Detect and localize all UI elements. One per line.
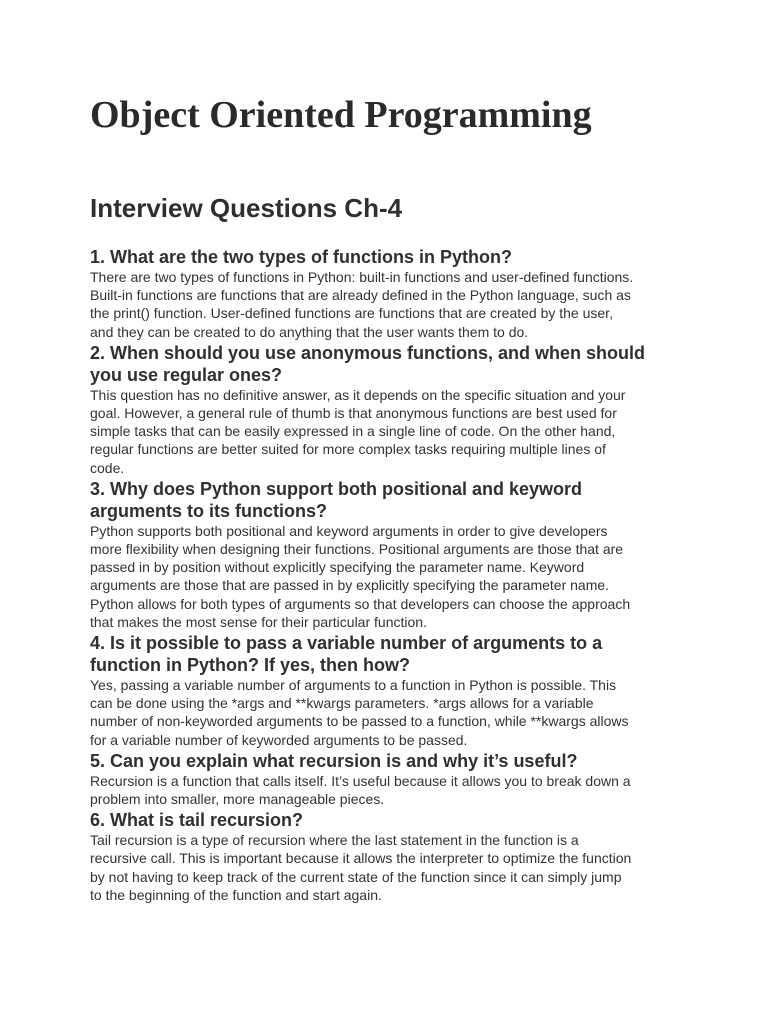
question-4 [90,632,690,676]
answer-line: for a variable number of keyworded arguments to be passed. [90,731,468,748]
answer-line: arguments are those that are passed in by explicitly specifying the parameter name. [90,577,610,594]
answer-line: Python supports both positional and keyword arguments in order to give developers [90,522,608,539]
answer-line: number of non-keyworded arguments to be passed to a function, while **kwargs allows [90,713,629,730]
qa-item-3 [90,478,690,631]
answer-line: to the beginning of the function and start again. [90,886,382,903]
question-1: 1. What are the two types of functions in Python? [90,247,513,267]
answer-line: problem into smaller, more manageable pieces. [90,791,385,808]
answer-line: Python allows for both types of arguments so that developers can choose the approach [90,595,631,612]
answer-line: Tail recursion is a type of recursion where the last statement in the function is a [90,832,579,849]
question-line: 3. Why does Python support both positional and keyword [90,478,583,499]
answer-line: Recursion is a function that calls itself. It’s useful because it allows you to break down a [90,772,631,789]
answer-line: passed in by position without explicitly specifying the parameter name. Keyword [90,559,585,576]
answer-line: goal. However, a general rule of thumb is that anonymous functions are best used for [90,405,617,422]
answer-line: regular functions are better suited for more complex tasks requiring multiple lines of [90,441,606,458]
answer-line: Yes, passing a variable number of arguments to a function in Python is possible. This [90,677,617,694]
document-title: Object Oriented Programming [90,94,592,136]
answer-line: There are two types of functions in Python: built-in functions and user-defined functions. [90,269,634,285]
answer-line: more flexibility when designing their functions. Positional arguments are those that are [90,541,624,558]
question-2 [90,342,690,386]
answer-line: can be done using the *args and **kwargs parameters. *args allows for a variable [90,695,594,712]
answer-line: This question has no definitive answer, as it depends on the specific situation and your [90,386,626,403]
question-line: 2. When should you use anonymous functions, and when should [90,342,646,363]
answer-6 [90,831,690,904]
question-5: 5. Can you explain what recursion is and why it’s useful? [90,750,578,771]
answer-line: that makes the most sense for their particular function. [90,613,427,630]
qa-item-4 [90,632,690,749]
qa-item-1 [90,246,690,341]
answer-3 [90,522,690,631]
question-line: you use regular ones? [90,364,283,385]
answer-2 [90,386,690,477]
answer-line: code. [90,459,125,476]
answer-line: the print() function. User-defined functions are functions that are created by the user, [90,305,613,322]
answer-5 [90,772,690,808]
question-line: function in Python? If yes, then how? [90,655,410,676]
answer-1 [90,268,690,341]
question-answer-list [90,246,690,905]
answer-4 [90,676,690,749]
answer-line: Built-in functions are functions that are already defined in the Python language, such as [90,287,631,304]
qa-item-2 [90,342,690,477]
qa-item-5 [90,750,690,808]
qa-item-6 [90,809,690,904]
answer-line: recursive call. This is important because it allows the interpreter to optimize the function [90,850,632,867]
answer-line: simple tasks that can be easily expressed in a single line of code. On the other hand, [90,423,616,440]
question-6: 6. What is tail recursion? [90,810,304,831]
question-line: 4. Is it possible to pass a variable number of arguments to a [90,633,603,654]
question-line: arguments to its functions? [90,500,328,521]
answer-line: and they can be created to do anything that the user wants them to do. [90,323,529,340]
question-3 [90,478,690,522]
answer-line: by not having to keep track of the current state of the function since it can simply jump [90,868,622,885]
document-subtitle: Interview Questions Ch-4 [90,193,403,223]
